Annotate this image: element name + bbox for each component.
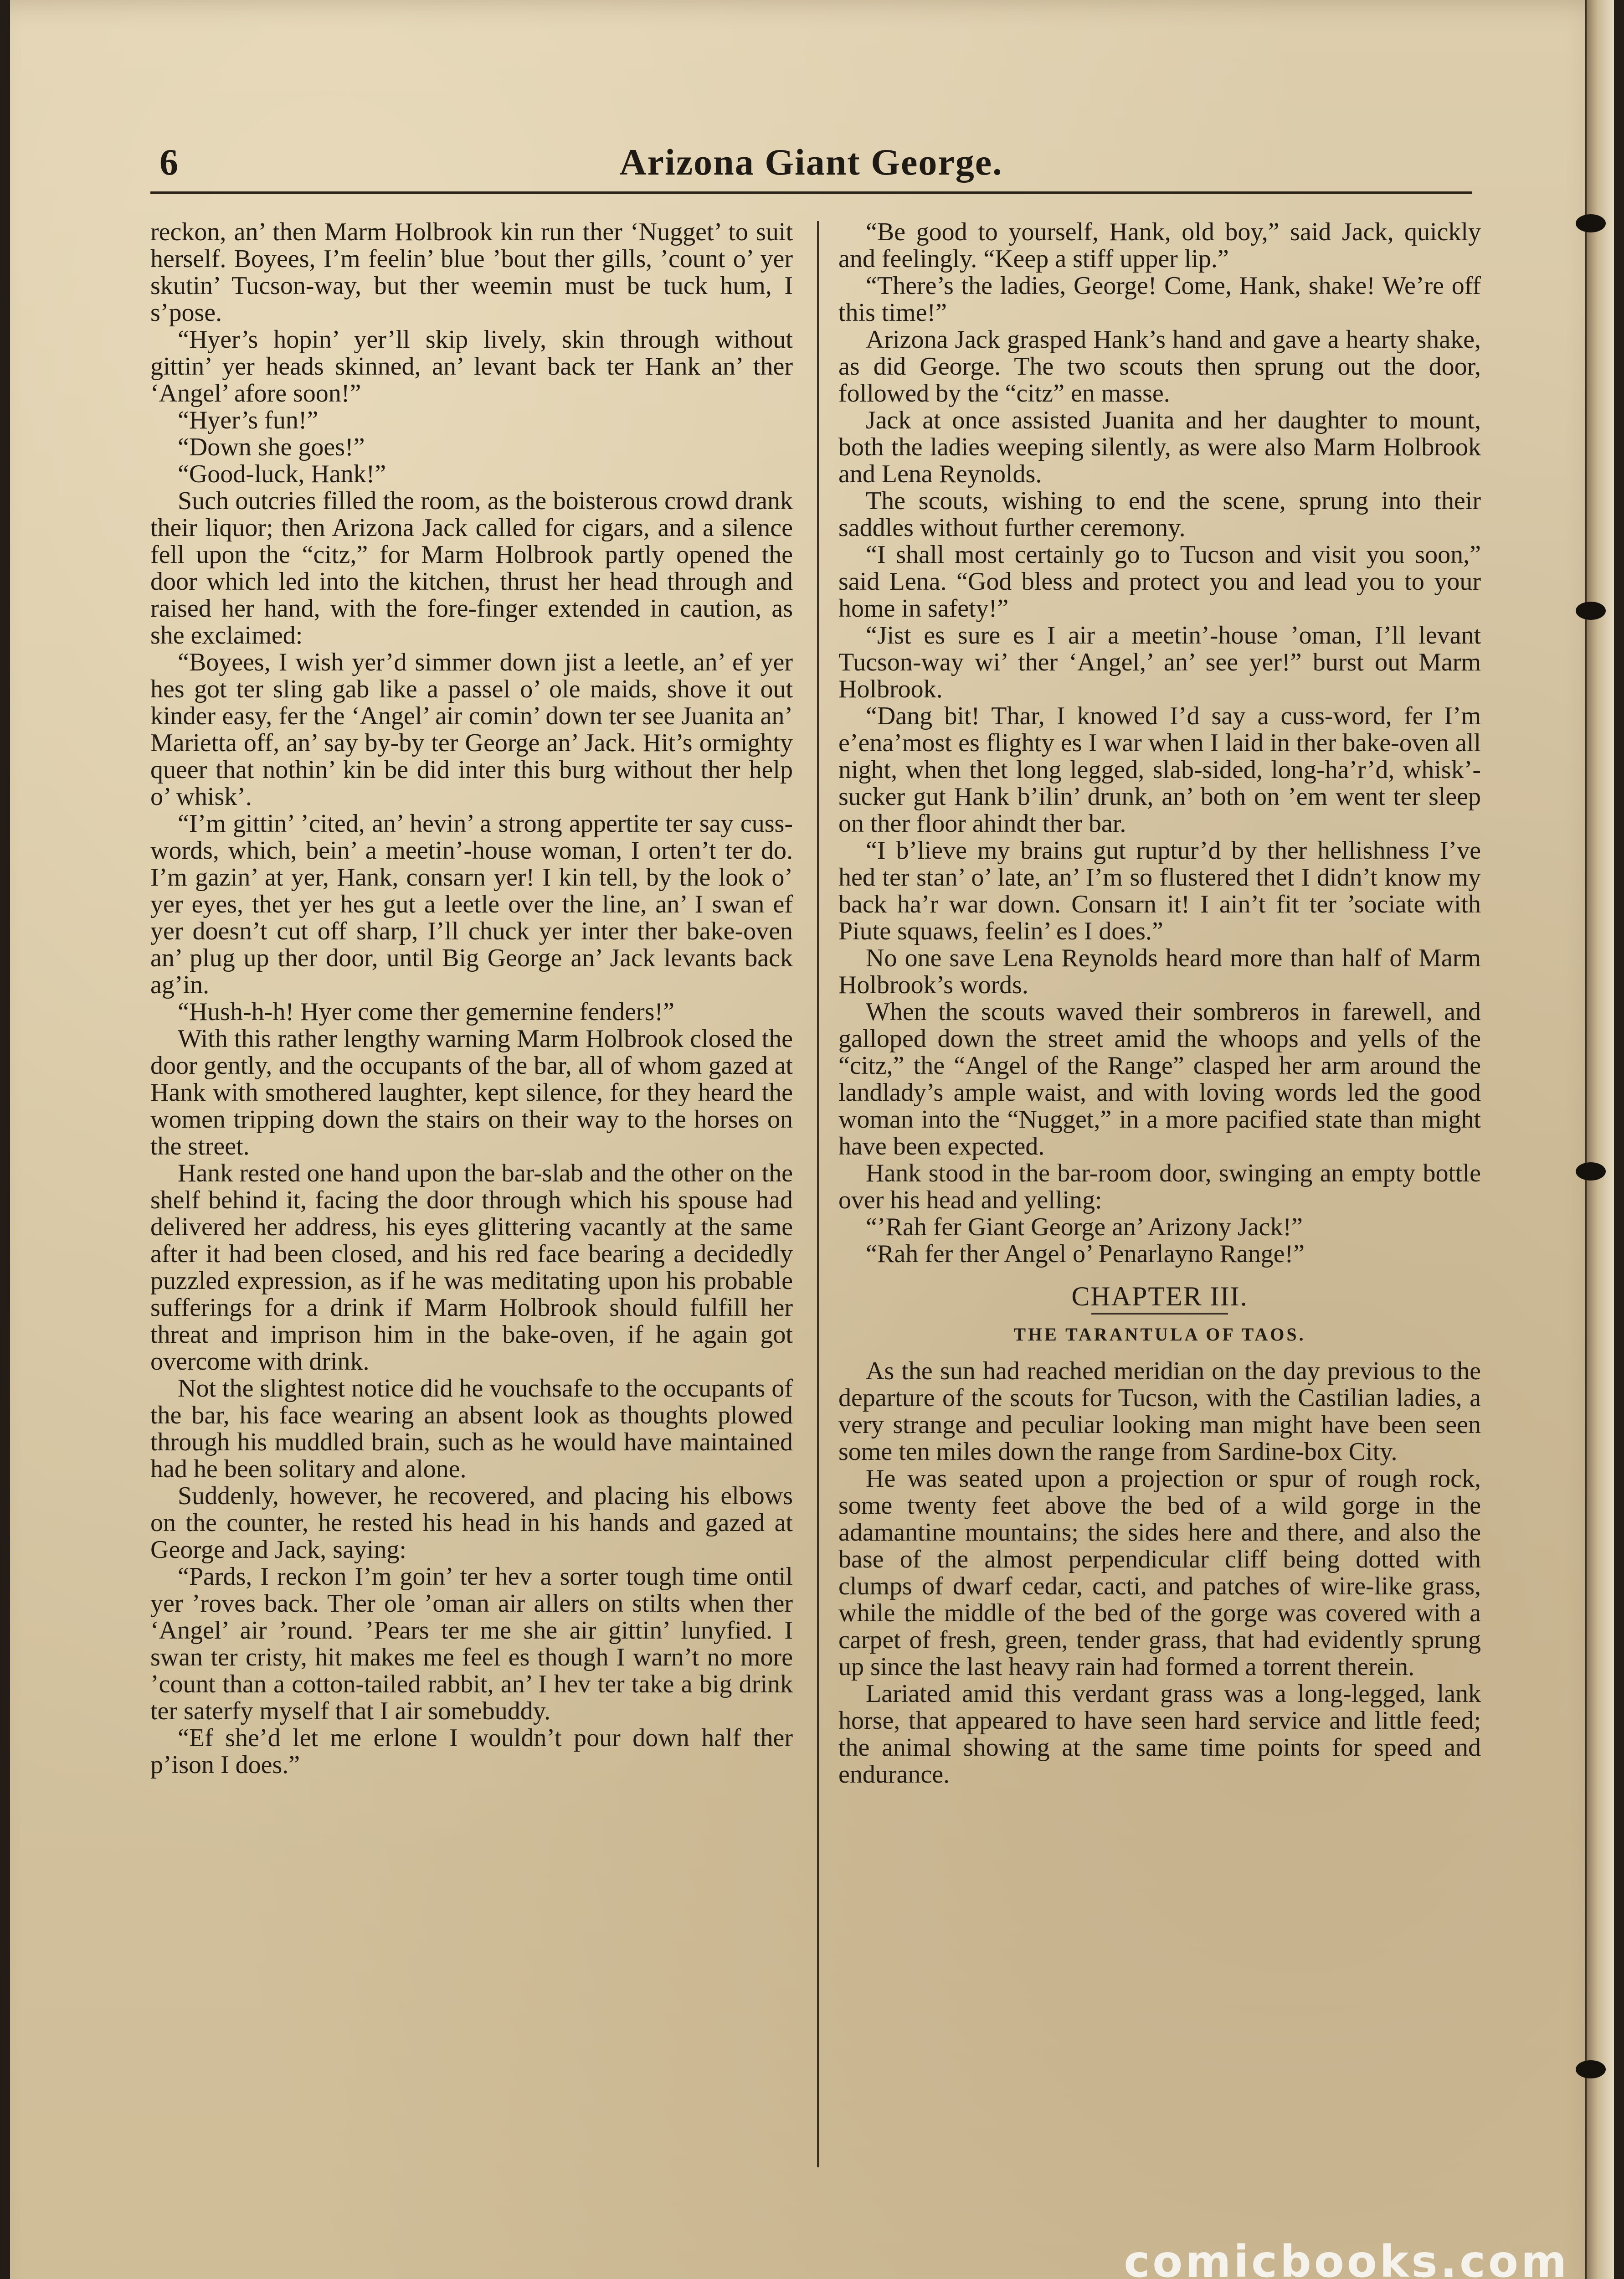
paragraph: “I’m gittin’ ’cited, an’ hevin’ a strong appertite ter say cuss-words, which, bein’ a meetin’-house woman, I orten’t ter do. I’m gazin’ at yer, Hank, consarn yer! I kin tell, by the look o’ yer eyes, thet yer hes gut a leetle over the line, an’ I swan ef yer doesn’t cut off sharp, I’ll chuck yer inter ther bake-oven an’ plug up ther door, until Big George an’ Jack levants back ag’in. [150, 810, 793, 999]
page-header [150, 139, 1472, 198]
paragraph: With this rather lengthy warning Marm Holbrook closed the door gently, and the occupants of the bar, all of whom gazed at Hank with smothered laughter, kept silence, for they heard the women tripping down the stairs on their way to the horses on the street. [150, 1025, 793, 1160]
left-column [150, 219, 793, 2179]
paragraph: Jack at once assisted Juanita and her daughter to mount, both the ladies weeping silently, as were also Marm Holbrook and Lena Reynolds. [838, 406, 1481, 488]
paragraph: “Rah fer ther Angel o’ Penarlayno Range!” [866, 1240, 1305, 1268]
column-divider [817, 221, 819, 2167]
binding-hole [1576, 2060, 1606, 2078]
paragraph: As the sun had reached meridian on the day previous to the departure of the scouts for Tucson, with the Castilian ladies, a very strange and peculiar looking man might have been seen some ten miles down the range from Sardine-box City. [838, 1357, 1481, 1466]
paragraph: “’Rah fer Giant George an’ Arizony Jack!” [866, 1213, 1303, 1241]
header-rule [150, 191, 1472, 194]
running-head-title: Arizona Giant George. [619, 141, 1003, 183]
paragraph: “Boyees, I wish yer’d simmer down jist a leetle, an’ ef yer hes got ter sling gab like a passel o’ ole maids, shove it out kinder easy, fer the ‘Angel’ air comin’ down ter see Juanita an’ Marietta off, an’ say by-by ter George an’ Jack. Hit’s ormighty queer that nothin’ kin be did inter this burg without ther help o’ whisk’. [150, 648, 793, 811]
paragraph: Such outcries filled the room, as the boisterous crowd drank their liquor; then Arizona Jack called for cigars, and a silence fell upon the “citz,” for Marm Holbrook partly opened the door which led into the kitchen, thrust her head through and raised her hand, with the fore-finger extended in caution, as she exclaimed: [150, 487, 793, 650]
paragraph: “Good-luck, Hank!” [178, 460, 386, 488]
paragraph: “Ef she’d let me erlone I wouldn’t pour down half ther p’ison I does.” [150, 1724, 793, 1779]
paragraph: “Hyer’s fun!” [178, 406, 319, 434]
paragraph: Hank stood in the bar-room door, swinging an empty bottle over his head and yelling: [838, 1159, 1481, 1214]
paragraph: “I shall most certainly go to Tucson and visit you soon,” said Lena. “God bless and protect you and lead you to your home in safety!” [838, 541, 1481, 623]
paragraph: “There’s the ladies, George! Come, Hank, shake! We’re off this time!” [838, 272, 1481, 327]
chapter-heading: CHAPTER III. [1071, 1281, 1248, 1311]
paragraph: “I b’lieve my brains gut ruptur’d by ther hellishness I’ve hed ter stan’ o’ late, an’ I’m so flustered thet I didn’t know my back ha’r war down. Consarn it! I ain’t fit ter ’sociate with Piute squaws, feelin’ es I does.” [838, 836, 1481, 945]
page-number: 6 [159, 141, 178, 183]
chapter-rule [1091, 1313, 1228, 1315]
chapter-subtitle: THE TARANTULA OF TAOS. [1013, 1324, 1306, 1345]
binding-hole [1576, 1162, 1606, 1181]
paragraph: “Down she goes!” [178, 433, 365, 461]
paragraph: He was seated upon a projection or spur of rough rock, some twenty feet above the bed of a wild gorge in the adamantine mountains; the sides here and there, and also the base of the almost perpendicular cliff being dotted with clumps of dwarf cedar, cacti, and patches of wire-like grass, while the middle of the bed of the gorge was covered with a carpet of fresh, green, tender grass, that had evidently sprung up since the last heavy rain had formed a torrent therein. [838, 1464, 1481, 1681]
paragraph: Hank rested one hand upon the bar-slab and the other on the shelf behind it, facing the door through which his spouse had delivered her address, his eyes glittering vacantly at the same after it had been closed, and his red face bearing a decidedly puzzled expression, as if he was meditating upon his probable sufferings for a drink if Marm Holbrook should fulfill her threat and imprison him in the bake-oven, if he again got overcome with drink. [150, 1159, 793, 1376]
paragraph: “Hyer’s hopin’ yer’ll skip lively, skin through without gittin’ yer heads skinned, an’ levant back ter Hank an’ ther ‘Angel’ afore soon!” [150, 325, 793, 407]
paragraph: “Jist es sure es I air a meetin’-house ’oman, I’ll levant Tucson-way wi’ ther ‘Angel,’ an’ see yer!” burst out Marm Holbrook. [838, 621, 1481, 703]
binding-hole [1576, 602, 1606, 620]
paragraph: Suddenly, however, he recovered, and placing his elbows on the counter, he rested his head in his hands and gazed at George and Jack, saying: [150, 1482, 793, 1564]
paragraph: “Be good to yourself, Hank, old boy,” said Jack, quickly and feelingly. “Keep a stiff upper lip.” [838, 218, 1481, 273]
paragraph: Lariated amid this verdant grass was a long-legged, lank horse, that appeared to have seen hard service and little feed; the animal showing at the same time points for speed and endurance. [838, 1680, 1481, 1789]
paragraph: No one save Lena Reynolds heard more than half of Marm Holbrook’s words. [838, 944, 1481, 999]
site-watermark: comicbooks.com [1124, 2236, 1569, 2279]
paragraph: When the scouts waved their sombreros in farewell, and galloped down the street amid the whoops and yells of the “citz,” the “Angel of the Range” clasped her arm around the landlady’s ample waist, and with loving words led the good woman into the “Nugget,” in a more pacified state than might have been expected. [838, 998, 1481, 1160]
binding-hole [1576, 214, 1606, 232]
paragraph: The scouts, wishing to end the scene, sprung into their saddles without further ceremony. [838, 487, 1481, 542]
paragraph: Not the slightest notice did he vouchsafe to the occupants of the bar, his face wearing an absent look as thoughts plowed through his muddled brain, such as he would have maintained had he been solitary and alone. [150, 1374, 793, 1483]
paragraph: reckon, an’ then Marm Holbrook kin run ther ‘Nugget’ to suit herself. Boyees, I’m feelin’ blue ’bout ther gills, ’count o’ yer skutin’ Tucson-way, but ther weemin must be tuck hum, I s’pose. [150, 218, 793, 327]
paragraph: Arizona Jack grasped Hank’s hand and gave a hearty shake, as did George. The two scouts then sprung out the door, followed by the “citz” en masse. [838, 325, 1481, 407]
paragraph: “Pards, I reckon I’m goin’ ter hev a sorter tough time ontil yer ’roves back. Ther ole ’oman air allers on stilts when ther ‘Angel’ air ’round. ’Pears ter me she air gittin’ lunyfied. I swan ter cristy, hit makes me feel es though I warn’t no more ’count than a cotton-tailed rabbit, an’ I hev ter take a big drink ter saterfy myself that I air somebuddy. [150, 1562, 793, 1725]
paragraph: “Dang bit! Thar, I knowed I’d say a cuss-word, fer I’m e’ena’most es flighty es I war when I laid in ther bake-oven all night, when thet long legged, slab-sided, long-ha’r’d, whisk’-sucker gut Hank b’ilin’ drunk, an’ both on ’em went ter sleep on ther floor ahindt ther bar. [838, 702, 1481, 838]
right-column [838, 219, 1481, 2179]
next-page-edge [1585, 0, 1614, 2279]
paragraph: “Hush-h-h! Hyer come ther gemernine fenders!” [178, 998, 674, 1026]
